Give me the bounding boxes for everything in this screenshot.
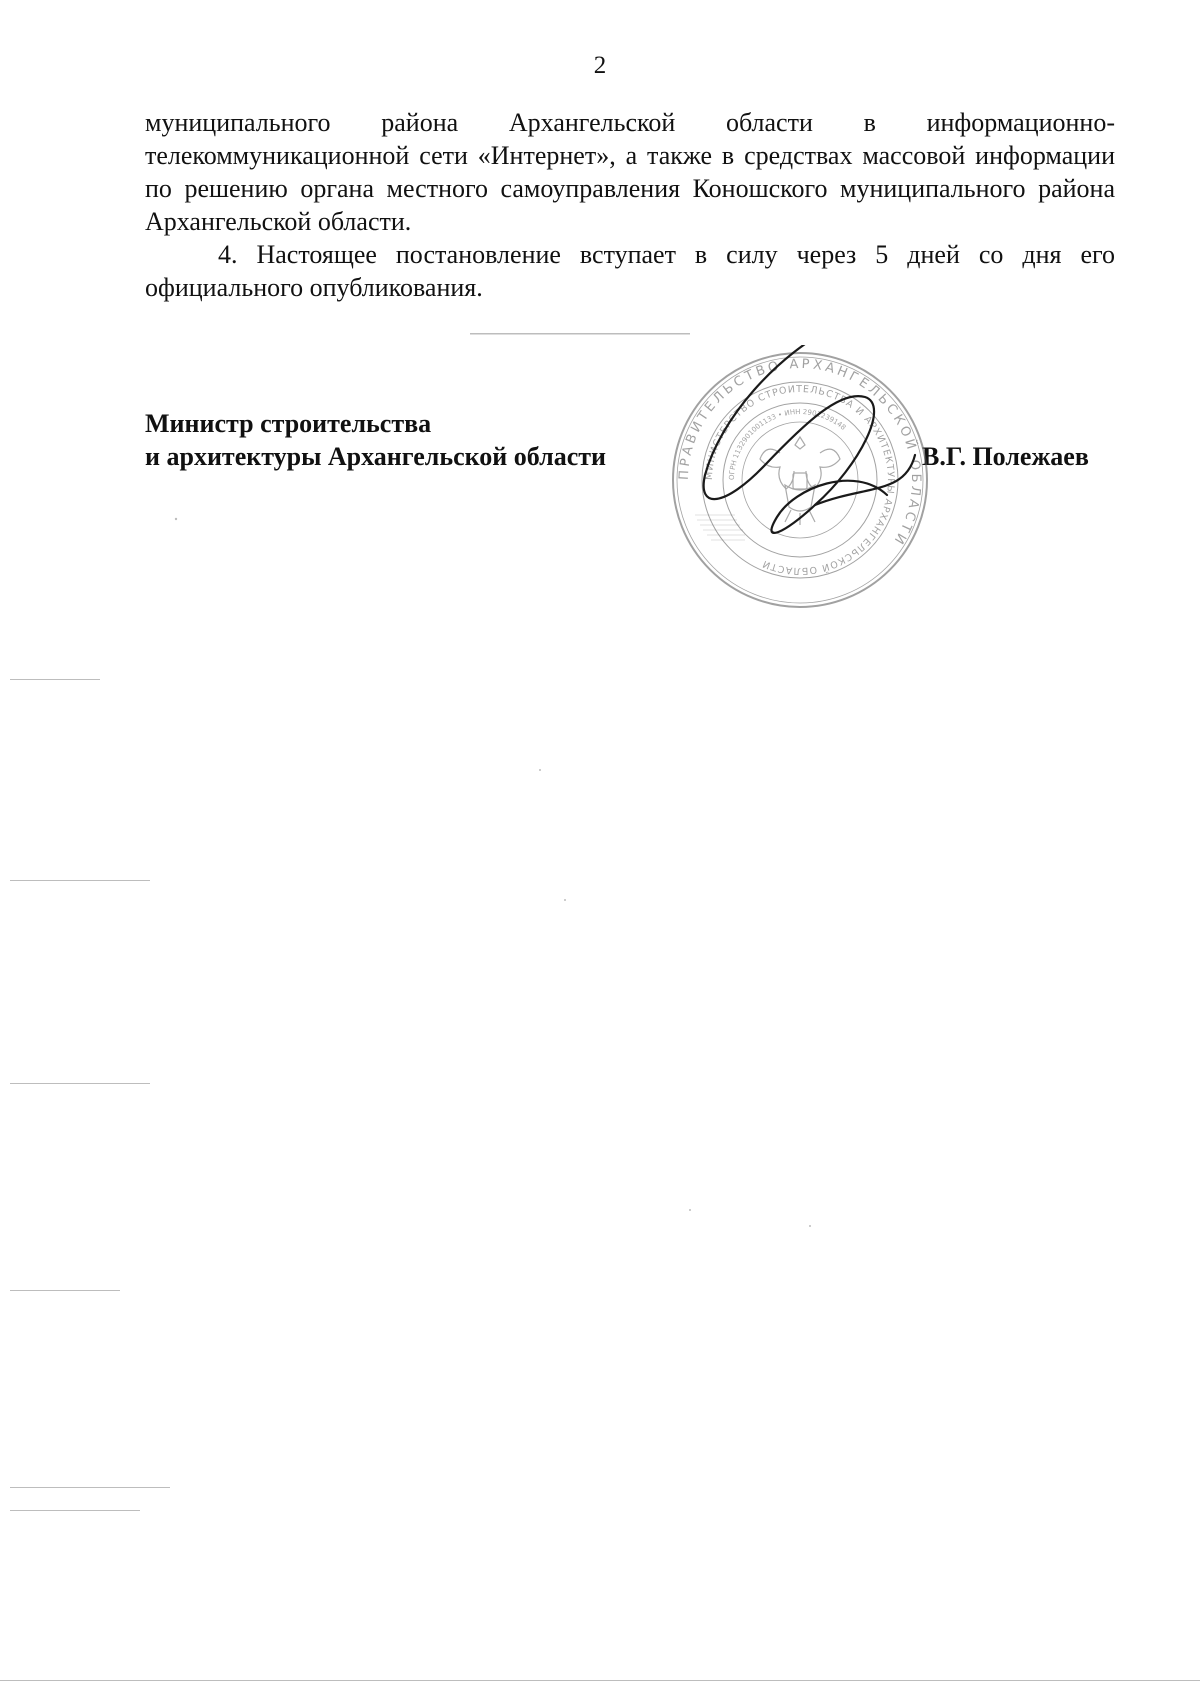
page-number: 2 (593, 52, 607, 79)
official-seal-stamp (665, 345, 935, 615)
paragraph-continuation: муниципального района Архангельской области в информационно-телекоммуникационной сети «Интернет», а также в средствах массовой информации по решению органа местного самоуправления Коношского муниципального района Архангельской области. (145, 108, 1115, 236)
signatory-name: В.Г. Полежаев (922, 442, 1089, 471)
position-line-2: и архитектуры Архангельской области (145, 442, 607, 471)
document-body (145, 106, 1115, 304)
signatory-position (145, 407, 606, 473)
seal-outer-text: ПРАВИТЕЛЬСТВО АРХАНГЕЛЬСКОЙ ОБЛАСТИ (676, 356, 924, 550)
seal-inner-text: МИНИСТЕРСТВО СТРОИТЕЛЬСТВА И АРХИТЕКТУРЫ АРХАНГЕЛЬСКОЙ ОБЛАСТИ (703, 383, 897, 577)
coat-of-arms-emblem (760, 437, 840, 525)
position-line-1: Министр строительства (145, 409, 432, 438)
paragraph-item-4: 4. Настоящее постановление вступает в силу через 5 дней со дня его официального опубликования. (145, 240, 1115, 302)
seal-registration-numbers: ОГРН 1132901001133 • ИНН 2901239148 (727, 407, 848, 481)
